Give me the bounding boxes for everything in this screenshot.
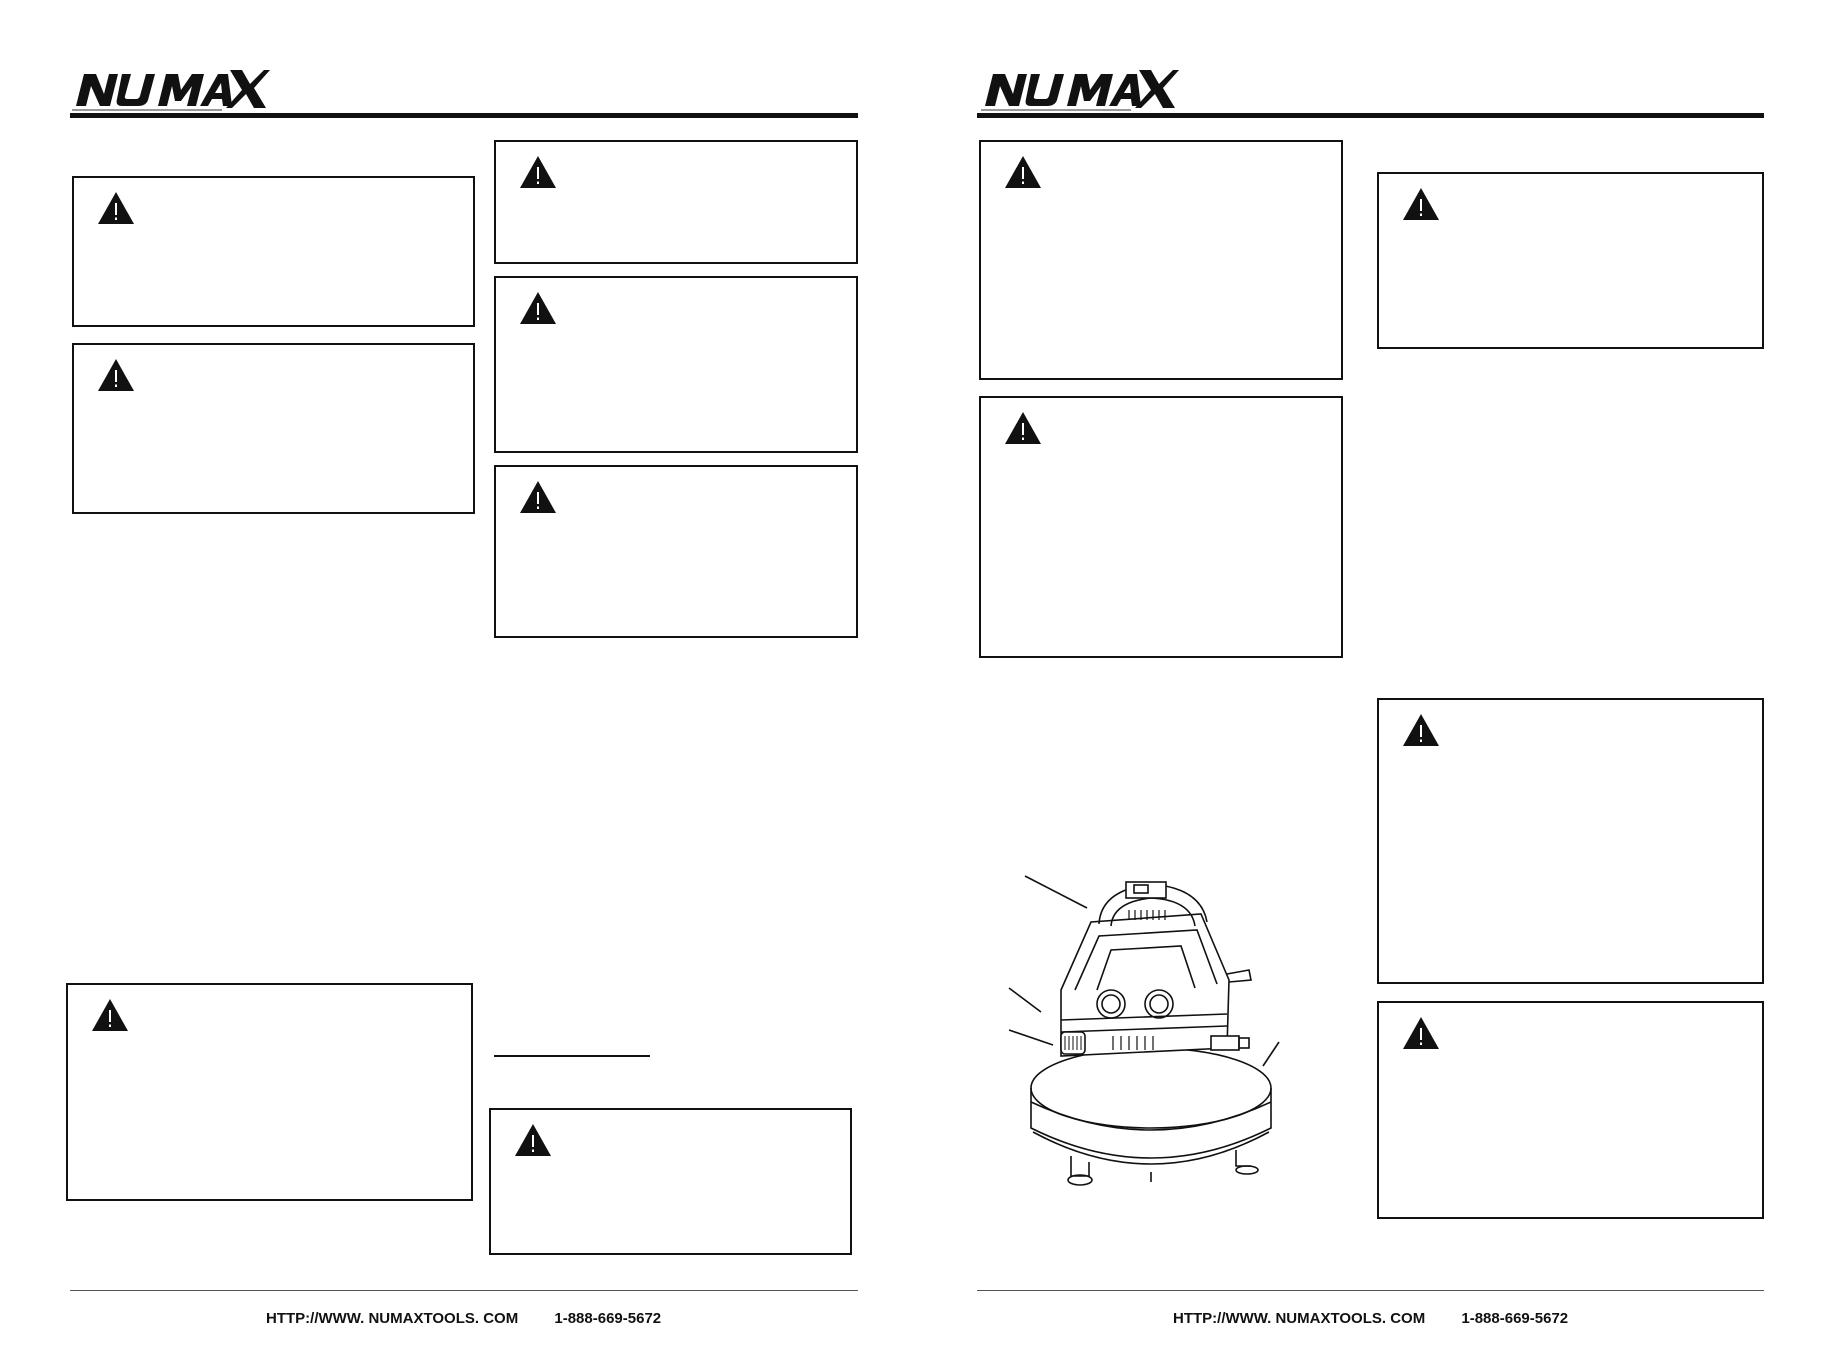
footer (266, 1310, 661, 1327)
warning-box (979, 140, 1343, 380)
callout-line (1009, 1030, 1053, 1045)
footer-phone[interactable]: 1-888-669-5672 (554, 1310, 662, 1327)
warning-triangle-icon (96, 190, 136, 226)
warning-triangle-icon (1003, 154, 1043, 190)
warning-triangle-icon (1401, 186, 1441, 222)
callout-line (1025, 876, 1087, 908)
callout-line (1263, 1042, 1279, 1066)
footer (1173, 1310, 1568, 1327)
warning-triangle-icon (96, 357, 136, 393)
footer-phone[interactable]: 1-888-669-5672 (1461, 1310, 1569, 1327)
warning-triangle-icon (518, 154, 558, 190)
warning-box (66, 983, 473, 1201)
footer-rule (977, 1290, 1764, 1291)
section-underline (494, 1055, 650, 1057)
warning-box (494, 276, 858, 453)
air-compressor-illustration (1001, 870, 1291, 1220)
warning-triangle-icon (1003, 410, 1043, 446)
warning-box (489, 1108, 852, 1255)
warning-box (72, 176, 475, 327)
numax-logo (70, 66, 270, 112)
header-rule (70, 113, 858, 118)
warning-triangle-icon (90, 997, 130, 1033)
warning-box (1377, 1001, 1764, 1219)
numax-logo (979, 66, 1179, 112)
warning-box (1377, 172, 1764, 349)
footer-rule (70, 1290, 858, 1291)
warning-box (979, 396, 1343, 658)
header-rule (977, 113, 1764, 118)
warning-triangle-icon (1401, 1015, 1441, 1051)
footer-url[interactable]: HTTP://WWW. NUMAXTOOLS. COM (1173, 1310, 1426, 1327)
footer-url[interactable]: HTTP://WWW. NUMAXTOOLS. COM (266, 1310, 519, 1327)
warning-box (494, 140, 858, 264)
warning-triangle-icon (518, 290, 558, 326)
warning-triangle-icon (518, 479, 558, 515)
warning-triangle-icon (1401, 712, 1441, 748)
warning-box (494, 465, 858, 638)
warning-box (1377, 698, 1764, 984)
warning-box (72, 343, 475, 514)
warning-triangle-icon (513, 1122, 553, 1158)
callout-line (1009, 988, 1041, 1012)
manual-page-right (917, 0, 1834, 1361)
